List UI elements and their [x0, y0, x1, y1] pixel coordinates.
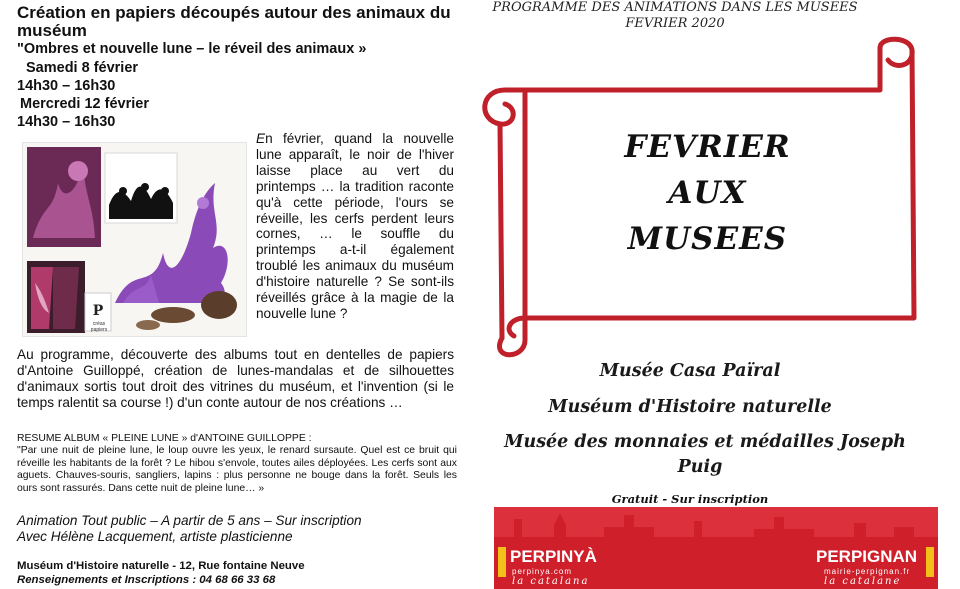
programme-header-line2: FEVRIER 2020	[625, 16, 725, 31]
museum-monnaies-line2: Puig	[677, 457, 723, 477]
audience-info	[17, 513, 362, 545]
workshop-subtitle: "Ombres et nouvelle lune – le réveil des animaux »	[17, 41, 367, 57]
museum-histoire-naturelle: Muséum d'Histoire naturelle	[548, 397, 832, 417]
intro-dropcap: E	[256, 131, 266, 146]
scroll-title-line-3: MUSEES	[627, 221, 788, 257]
museum-casa-pairal: Musée Casa Païral	[599, 361, 781, 381]
papercut-illustration	[23, 143, 247, 337]
left-page	[0, 0, 470, 589]
perpignan-url: mairie-perpignan.fr	[824, 567, 911, 576]
perpinya-url: perpinya.com	[512, 567, 573, 576]
audience-line: Animation Tout public – A partir de 5 ans – Sur inscription	[17, 513, 362, 528]
perpignan-logo: PERPIGNAN	[816, 547, 918, 566]
date-day-2: Mercredi 12 février	[20, 96, 149, 112]
programme-header-line1: PROGRAMME DES ANIMATIONS DANS LES MUSEES	[492, 0, 858, 15]
phone-line: Renseignements et Inscriptions : 04 68 66 33 68	[17, 574, 276, 586]
perpignan-footer	[494, 507, 938, 589]
date-time-1: 14h30 – 16h30	[17, 78, 116, 94]
intro-paragraph	[256, 131, 454, 322]
scroll-title	[580, 124, 835, 262]
artist-line: Avec Hélène Lacquement, artiste plasticienne	[17, 529, 293, 544]
catalan-stripe-right	[926, 547, 934, 577]
resume-title: RESUME ALBUM « PLEINE LUNE » d'ANTOINE GUILLOPPE :	[17, 433, 312, 444]
date-time-2: 14h30 – 16h30	[17, 114, 116, 130]
perpinya-logo: PERPINYÀ	[510, 547, 597, 566]
perpignan-tagline: la catalane	[824, 576, 902, 587]
resume-text: "Par une nuit de pleine lune, le loup ouvre les yeux, le renard sursaute. Quel est ce bruit qui réveille les habitants de la forêt ? Le hibou s'envole, toutes ailes déployées. Les cerfs sont aux aguets. Chauves-souris, sangliers, lapins : plus personne ne bouge dans la forêt. Seuls les ours sont rassurés. Dans cette nuit de pleine lune… »	[17, 445, 457, 494]
scroll-title-line-2: AUX	[668, 175, 747, 211]
free-registration-note: Gratuit - Sur inscription	[611, 492, 769, 506]
scroll-title-line-1: FEVRIER	[624, 129, 791, 165]
perpinya-tagline: la catalana	[512, 576, 590, 587]
address-line: Muséum d'Histoire naturelle - 12, Rue fontaine Neuve	[17, 560, 305, 572]
workshop-title: Création en papiers découpés autour des animaux du muséum	[17, 3, 451, 40]
creas-papiers-logo: créas papiers	[90, 321, 108, 333]
svg-text:P: P	[92, 303, 104, 319]
contact-info	[17, 559, 305, 587]
intro-text: n février, quand la nouvelle lune apparaît, le noir de l'hiver laisse place au vert du printemps … la tradition raconte qu'à cette période, l'ours se réveille, les cerfs perdent leurs cornes, … le souffle du printemps a-t-il également troublé les animaux du muséum d'histoire naturelle ? Se sont-ils réveillés grâce à la magie de la nouvelle lune ?	[256, 131, 454, 321]
papercut-photo	[22, 142, 247, 337]
programme-paragraph: Au programme, découverte des albums tout en dentelles de papiers d'Antoine Guilloppé, création de lunes-mandalas et de silhouettes d'animaux sortis tout droit des vitrines du muséum, et l'invention (si le temps ralentit sa course !) d'un conte autour de nos créations …	[17, 347, 454, 410]
catalan-stripe-left	[498, 547, 506, 577]
right-page	[470, 0, 960, 589]
date-day-1: Samedi 8 février	[26, 60, 139, 76]
museum-monnaies: Musée des monnaies et médailles Joseph	[504, 432, 906, 452]
